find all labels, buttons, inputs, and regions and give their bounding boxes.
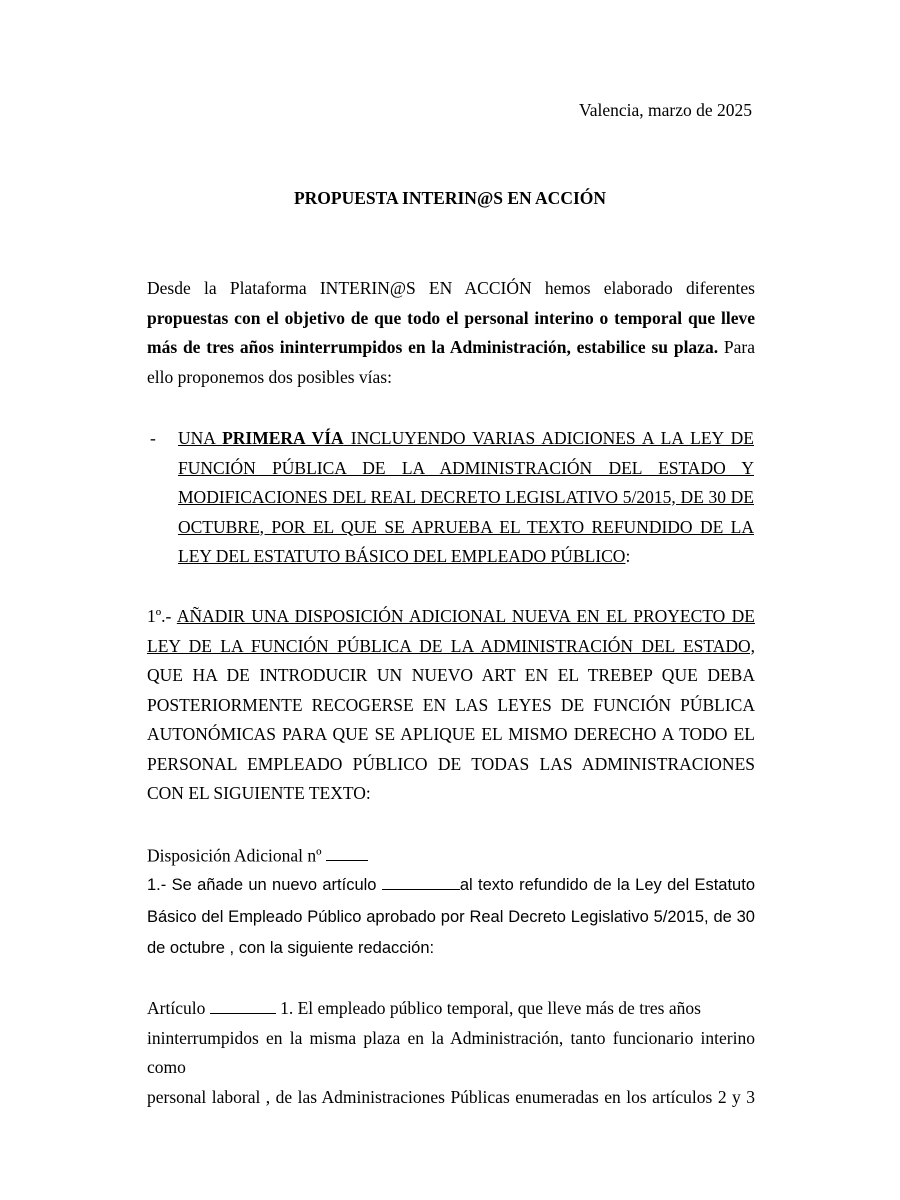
article-blank: [210, 995, 276, 1014]
intro-text-end: Para ello proponemos dos posibles vías:: [147, 337, 755, 387]
document-date: Valencia, marzo de 2025: [579, 100, 752, 120]
article-paragraph: [147, 994, 755, 1112]
article-number-blank: [382, 872, 460, 890]
first-way-post: INCLUYENDO VARIAS ADICIONES A LA LEY DE FUNCIÓN PÚBLICA DE LA ADMINISTRACIÓN DEL ESTADO Y MODIFICACIONES DEL REAL DECRETO LEGISLATIVO 5/2015, DE 30 DE OCTUBRE, POR EL QUE SE APRUEBA EL TEXTO REFUNDIDO DE LA LEY DEL ESTATUTO BÁSICO DEL EMPLEADO PÚBLICO: [178, 428, 754, 566]
intro-bold-text: propuestas con el objetivo de que todo el personal interino o temporal que lleve más de tres años ininterrumpidos en la Administración, estabilice su plaza.: [147, 307, 755, 357]
article-line-1-text: 1. El empleado público temporal, que lleve más de tres años: [275, 998, 701, 1018]
provision-paragraph: [147, 870, 755, 965]
article-line-1: [147, 994, 755, 1024]
article-line-3: personal laboral , de las Administraciones Públicas enumeradas en los artículos 2 y 3: [147, 1086, 755, 1107]
provision-label-line: [147, 842, 368, 866]
bullet-dash: -: [150, 428, 156, 448]
first-way-heading: [178, 428, 754, 566]
first-way-bold: PRIMERA VÍA: [222, 428, 344, 448]
section-1-number: 1º.-: [147, 606, 177, 626]
article-line-2: ininterrumpidos en la misma plaza en la Administración, tanto funcionario interino como: [147, 1027, 755, 1077]
document-title: PROPUESTA INTERIN@S EN ACCIÓN: [293, 188, 607, 208]
section-1-underlined: AÑADIR UNA DISPOSICIÓN ADICIONAL NUEVA EN EL PROYECTO DE LEY DE LA FUNCIÓN PÚBLICA DE LA ADMINISTRACIÓN DEL ESTADO,: [147, 606, 755, 656]
intro-paragraph: [147, 274, 755, 392]
provision-text-start: 1.- Se añade un nuevo artículo: [147, 876, 382, 894]
first-way-pre: UNA: [178, 428, 223, 448]
section-1-paragraph: [147, 602, 755, 809]
provision-label: Disposición Adicional nº: [147, 845, 326, 866]
first-way-colon: :: [625, 546, 631, 566]
provision-number-blank: [326, 842, 368, 861]
article-label: Artículo: [147, 998, 210, 1018]
section-1-rest: QUE HA DE INTRODUCIR UN NUEVO ART EN EL TREBEP QUE DEBA POSTERIORMENTE RECOGERSE EN LAS LEYES DE FUNCIÓN PÚBLICA AUTONÓMICAS PARA QUE SE APLIQUE EL MISMO DERECHO A TODO EL PERSONAL EMPLEADO PÚBLICO DE TODAS LAS ADMINISTRACIONES CON EL SIGUIENTE TEXTO:: [147, 665, 755, 803]
provision-text-end: al texto refundido de la Ley del Estatuto Básico del Empleado Público aprobado por Real Decreto Legislativo 5/2015, de 30 de octubre , con la siguiente redacción:: [147, 876, 755, 957]
first-way-item: [178, 424, 754, 572]
intro-text-start: Desde la Plataforma INTERIN@S EN ACCIÓN hemos elaborado diferentes: [147, 278, 755, 298]
